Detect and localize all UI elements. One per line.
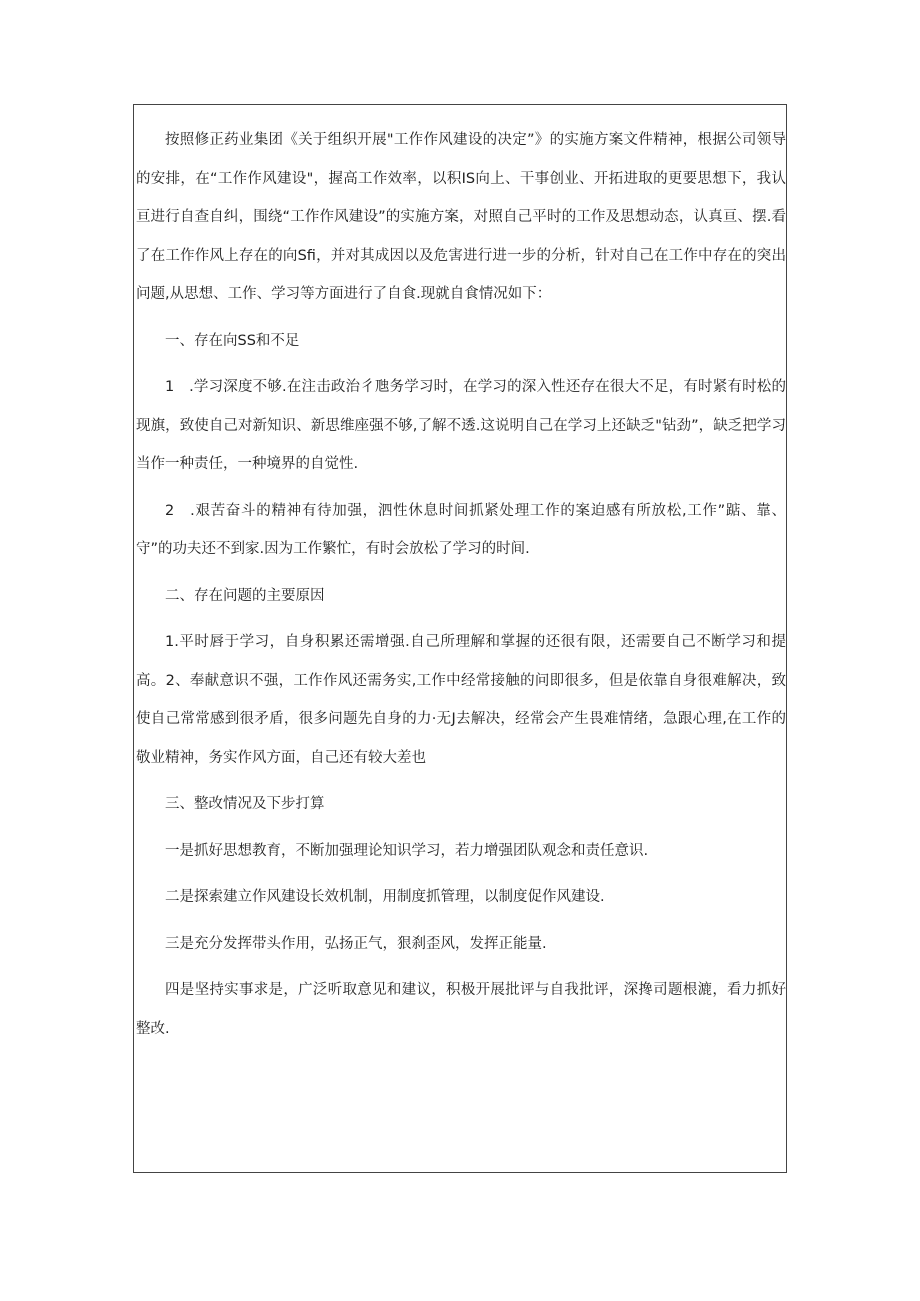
section-heading-problems: 一、存在向SS和不足 [165,332,300,349]
causes-paragraph: 1.平时唇于学习，自身积累还需增强.自己所理解和掌握的还很有限，还需要自己不断学习和提高。2、奉献意识不强，工作作风还需务实,工作中经常接触的问即很多，但是依靠自身很难解决，致使自己常常感到很矛盾，很多问题先自身的力·无J去解决，经常会产生畏难情绪，急跟心理,在工作的敬业精神，务实作风方面，自己还有较大差也 [136,634,786,766]
intro-paragraph: 按照修正药业集团《关于组织开展"工作作风建设的决定”》的实施方案文件精神，根据公司领导的安排，在“工作作风建设"，握高工作效率，以积IS向上、干事创业、开拓进取的更要思想下，我认亘进行自查自纠，围绕“工作作风建设”的实施方案，对照自己平时的工作及思想动态，认真亘、摆.看了在工作作风上存在的向Sfi，并对其成因以及危害进行进一步的分析，针对自己在工作中存在的突出问题,从思想、工作、学习等方面进行了自食.现就自食情况如下： [136,132,786,302]
section-heading-causes: 二、存在问题的主要原因 [165,587,325,604]
plan-item-4: 四是坚持实事求是，广泛听取意见和建议，积极开展批评与自我批评，深搀司题根漉，看力抓好整改. [136,982,786,1037]
document-body [136,121,786,1048]
problem-item-2: 2 .艰苦奋斗的精神有待加强，泗性休息时间抓紧处理工作的案迫感有所放松,工作”踮、靠、守”的功夫还不到家.因为工作繁忙，有时会放松了学习的时间. [136,502,786,557]
problem-item-1: 1 .学习深度不够.在注击政治彳虺务学习时，在学习的深入性还存在很大不足，有时紧有时松的现旗，致使自己对新知识、新思维座强不够,了解不透.这说明自己在学习上还缺乏"钻劲”，缺乏把学习当作一种责任，一种境界的自觉性. [136,379,786,472]
plan-item-1: 一是抓好思想教育，不断加强理论知识学习，若力增强团队观念和责任意识. [165,842,649,859]
plan-item-2: 二是探索建立作风建设长效机制，用制度抓管理，以制度促作风建设. [165,889,605,905]
section-heading-plan: 三、整改情况及下步打算 [165,796,325,812]
plan-item-3: 三是充分发挥带头作用，弘扬正气，狠刹歪风，发挥正能量. [165,935,547,952]
